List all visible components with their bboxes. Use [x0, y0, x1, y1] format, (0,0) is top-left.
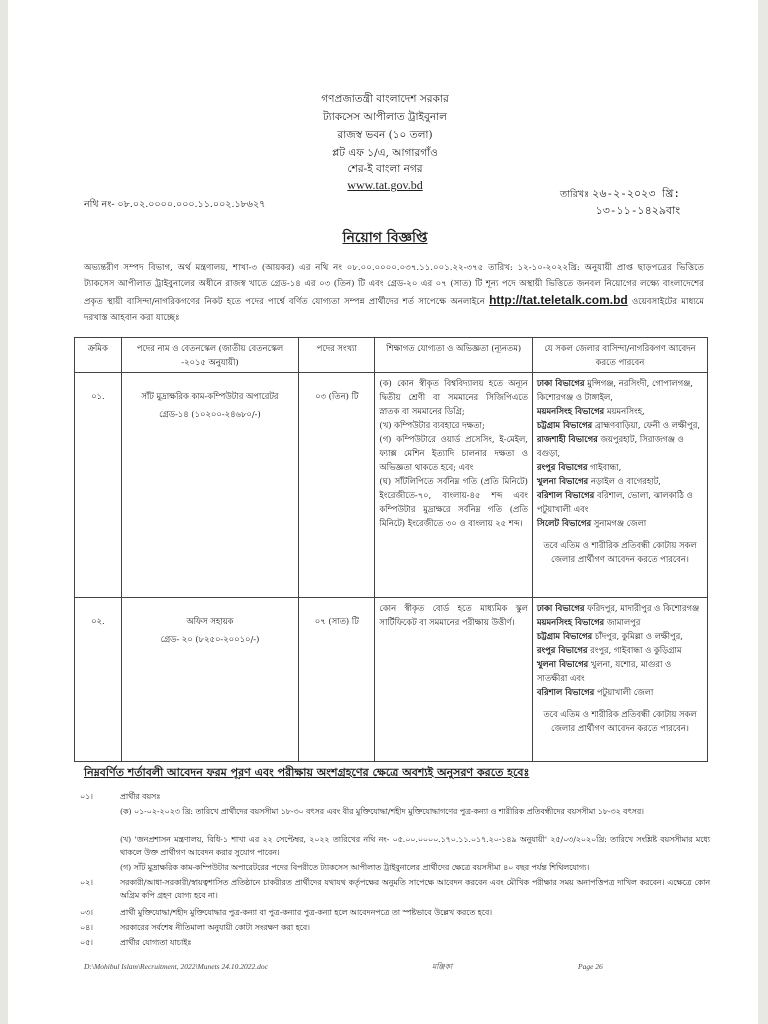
row1-qual-a: (ক) কোন স্বীকৃত বিশ্ববিদ্যালয় হতে অন্যূন দ্বিতীয় শ্রেণী বা সমমানের সিজিপিএতে স্নাতক বা সমমানের ডিগ্রি; — [379, 378, 528, 416]
row1-qual-c: (গ) কম্পিউটারে ওয়ার্ড প্রসেসিং, ই-মেইল, ফ্যাক্স মেশিন ইত্যাদি চালনার দক্ষতা ও অভিজ্ঞতা থাকতে হবে; এবং — [379, 434, 528, 472]
scan-edge-right — [758, 0, 768, 1024]
notice-title: নিয়োগ বিজ্ঞপ্তি — [342, 230, 428, 246]
row1-district: সিলেট বিভাগের সুনামগঞ্জ জেলা — [536, 518, 647, 528]
row1-qual-d: (ঘ) সাঁটলিপিতে সর্বনিম্ন গতি (প্রতি মিনিটে) ইংরেজীতে-৭০, বাংলায়-৪৫ শব্দ এবং কম্পিউটার মুদ্রাক্ষরে সর্বনিম্ন গতি (প্রতি মিনিটে) ইংরেজীতে ৩০ ও বাংলায় ২৫ শব্দ। — [379, 476, 528, 528]
row2-district: চট্টগ্রাম বিভাগের চাঁদপুর, কুমিল্লা ও লক্ষীপুর, — [536, 631, 683, 641]
row2-qual-a: কোন স্বীকৃত বোর্ড হতে মাধ্যমিক স্কুল সার্টিফিকেট বা সমমানের পরীক্ষায় উত্তীর্ণ। — [379, 603, 528, 627]
condition-number: ০৪। — [80, 923, 93, 932]
row2-district: ঢাকা বিভাগের ফরিদপুর, মাদারীপুর ও কিশোরগঞ্জ — [536, 603, 700, 613]
table-header-row — [75, 338, 708, 373]
footer-page-number: Page 26 — [578, 962, 603, 971]
row1-post — [121, 373, 298, 598]
row1-district: ঢাকা বিভাগের মুন্সিগঞ্জ, নরসিংদী, গোপালগঞ্জ, কিশোরগঞ্জ ও টাঙ্গাইল, — [536, 378, 693, 402]
row2-district: ময়মনসিংহ বিভাগের জামালপুর — [536, 617, 641, 627]
row1-district: রাজশাহী বিভাগের জয়পুরহাট, সিরাজগঞ্জ ও বগুড়া, — [536, 434, 684, 458]
row2-grade: গ্রেড- ২০ (৮২৫০-২০০১০/-) — [160, 634, 260, 644]
header-office: ট্যাকসেস আপীলাত ট্রাইবুনাল — [323, 111, 447, 123]
condition-quota: সরকারের সর্বশেষ নীতিমালা অনুযায়ী কোটা সংরক্ষণ করা হবে। — [120, 923, 310, 932]
row1-district: বরিশাল বিভাগের বরিশাল, ভোলা, ঝালকাঠি ও পটুয়াখালী এবং — [536, 490, 693, 514]
row1-count: ০৩ (তিন) টি — [299, 373, 375, 598]
row1-district: চট্টগ্রাম বিভাগের ব্রাহ্মণবাড়িয়া, ফেনী ও লক্ষীপুর, — [536, 420, 701, 430]
col-count: পদের সংখ্যা — [299, 338, 375, 373]
condition-age-b: (খ) 'জনপ্রশাসন মন্ত্রণালয়, বিধি-১ শাখা এর ২২ সেপ্টেম্বর, ২০২২ তারিখের নথি নং- ০৫.০০.০০০০.১৭০.১১.০১৭.২০-১৪৯ অনুযায়ী' ২৫/০৩/২০২০খ্রি: তারিখে সংশ্লিষ্ট বয়সসীমার মধ্যে থাকলে উক্ত প্রার্থীগণ আবেদন করার সুযোগ পাবেন। — [120, 835, 710, 858]
condition-number: ০২। — [80, 878, 93, 887]
vacancy-table — [74, 337, 708, 762]
row2-post-name: অফিস সহায়ক — [186, 616, 234, 626]
condition-age: প্রার্থীর বয়সঃ — [120, 792, 161, 801]
row1-grade: গ্রেড-১৪ (১০২০০-২৪৬৮০/-) — [159, 409, 261, 419]
table-row — [75, 373, 708, 598]
condition-age-a: (ক) ০১-০২-২০২৩ খ্রি: তারিখে প্রার্থীদের বয়সসীমা ১৮-৩০ বৎসর এবং বীর মুক্তিযোদ্ধা/শহীদ মুক্তিযোদ্ধাগণের পুত্র-কন্যা ও শারীরিক প্রতিবন্ধীদের বয়সসীমা ১৮-৩২ বৎসর। — [120, 807, 644, 816]
row1-qualification — [375, 373, 532, 598]
row2-count: ০৭ (সাত) টি — [299, 598, 375, 762]
row1-serial: ০১. — [75, 373, 122, 598]
condition-qualification-check: প্রার্থীর যোগ্যতা যাচাইঃ — [120, 938, 192, 947]
date-gregorian — [560, 186, 680, 203]
condition-number: ০৫। — [80, 938, 93, 947]
row2-post — [121, 598, 298, 762]
footer-mid: মঞ্জিকা — [432, 962, 453, 971]
row1-district: ময়মনসিংহ বিভাগের ময়মনসিংহ, — [536, 406, 645, 416]
date-label: তারিখঃ — [560, 189, 590, 200]
memo-reference: নথি নং- ০৮.০২.০০০০.০০০.১১.০০২.১৮৬২৭ — [84, 199, 266, 210]
row2-quota-note: তবে এতিম ও শারীরিক প্রতিবন্ধী কোটায় সকল জেলার প্রার্থীগণ আবেদন করতে পারবেন। — [543, 709, 697, 733]
condition-govt-employee: সরকারী/আধা-সরকারী/স্বায়ত্বশাসিত প্রতিষ্ঠানে চাকরীরত প্রার্থীদের যথাযথ কর্তৃপক্ষের অনুমতি সাপেক্ষে আবেদন করবেন এবং মৌখিক পরীক্ষার সময় অনাপত্তিপত্র দাখিল করবেন। এক্ষেত্রে কোন অগ্রিম কপি গ্রহণ যোগ্য হবে না। — [120, 878, 710, 901]
row2-serial: ০২. — [75, 598, 122, 762]
intro-text: অভ্যন্তরীণ সম্পদ বিভাগ, অর্থ মন্ত্রণালয়, শাখা-৩ (আয়কর) এর নথি নং ০৮.০০.০০০০.০৩৭.১১.০০১.২২-৩৭৫ তারিখ: ১২-১০-২০২২খ্রি: অনুযায়ী প্রাপ্ত ছাড়পত্রের ভিত্তিতে ট্যাকসেস আপীলাত ট্রাইবুনালের অধীনে রাজস্ব খাতে গ্রেড-১৪ এর ০৩ (তিন) টি এবং গ্রেড-২০ এর ০৭ (সাত) টি শূন্য পদে অস্থায়ী ভিত্তিতে জনবল নিয়োগের লক্ষ্যে বাংলাদেশের প্রকৃত স্থায়ী বাসিন্দা/নাগরিকগণের নিকট হতে পদের পার্শ্বে বর্ণিত যোগ্যতা সম্পন্ন প্রার্থীদের শর্ত সাপেক্ষে অনলাইনে — [84, 263, 704, 307]
conditions-title: নিম্নবর্ণিত শর্তাবলী আবেদন ফরম পূরণ এবং পরীক্ষায় অংশগ্রহণের ক্ষেত্রে অবশ্যই অনুসরণ করতে হবেঃ — [84, 766, 530, 779]
header-building: রাজস্ব ভবন (১০ তলা) — [337, 129, 433, 141]
row1-district: রংপুর বিভাগের গাইবান্ধা, — [536, 462, 622, 472]
footer-file-path: D:\Mohibul Islam\Recruitment, 2022\Munets 24.10.2022.doc — [84, 962, 268, 971]
application-link[interactable]: http://tat.teletalk.com.bd — [489, 293, 628, 307]
col-districts: যে সকল জেলার বাসিন্দা/নাগরিকগণ আবেদন করতে পারবেন — [532, 338, 707, 373]
header-govt: গণপ্রজাতন্ত্রী বাংলাদেশ সরকার — [321, 93, 449, 105]
intro-paragraph — [84, 260, 704, 326]
col-qualification: শিক্ষাগত যোগ্যতা ও অভিজ্ঞতা (ন্যূনতম) — [375, 338, 532, 373]
row1-post-name: সাঁট মুদ্রাক্ষরিক কাম-কম্পিউটার অপারেটর — [141, 391, 279, 401]
intro-tail: ওয়েবসাইটের মাধ্যমে দরখাস্ত আহবান করা যাচ্ছেঃ — [84, 297, 705, 323]
header-website[interactable]: www.tat.gov.bd — [347, 178, 423, 192]
header-area: শের-ই বাংলা নগর — [347, 163, 423, 175]
row2-districts — [532, 598, 707, 762]
date-greg-value: ২৬-২-২০২৩ খ্রি: — [592, 187, 681, 200]
col-post: পদের নাম ও বেতনস্কেল (জাতীয় বেতনস্কেল -২০১৫ অনুযায়ী) — [121, 338, 298, 373]
condition-number: ০১। — [80, 792, 93, 801]
row1-districts — [532, 373, 707, 598]
condition-freedom-fighter: প্রার্থী মুক্তিযোদ্ধা/শহীদ মুক্তিযোদ্ধার পুত্র-কন্যা বা পুত্র-কন্যার পুত্র-কন্যা হলে আবেদনপত্রে তা স্পষ্টভাবে উল্লেখ করতে হবে। — [120, 908, 493, 917]
memo-date — [560, 186, 680, 219]
row2-district: বরিশাল বিভাগের পটুয়াখালী জেলা — [536, 687, 654, 697]
col-serial: ক্রমিক — [75, 338, 122, 373]
row2-qualification — [375, 598, 532, 762]
table-row — [75, 598, 708, 762]
row1-qual-b: (খ) কম্পিউটার ব্যবহারে দক্ষতা; — [379, 420, 485, 430]
condition-age-c: (গ) সাঁট মুদ্রাক্ষরিক কাম-কম্পিউটার অপারেটরের পদের বিপরীতে ট্যাকসেস আপীলাত ট্রাইবুনালের প্রার্থীদের ক্ষেত্রে বয়সসীমা ৪০ বছর পর্যন্ত শিথিলযোগ্য। — [120, 863, 590, 872]
row2-district: খুলনা বিভাগের খুলনা, যশোর, মাগুরা ও সাতক্ষীরা এবং — [536, 659, 672, 683]
condition-number: ০৩। — [80, 908, 93, 917]
date-bangla: ১৩-১১-১৪২৯বাং — [595, 204, 681, 217]
row1-quota-note: তবে এতিম ও শারীরিক প্রতিবন্ধী কোটায় সকল জেলার প্রার্থীগণ আবেদন করতে পারবেন। — [543, 540, 697, 564]
header-plot: প্লট এফ ১/এ, আগারগাঁও — [332, 147, 438, 159]
row2-district: রংপুর বিভাগের রংপুর, গাইবান্ধা ও কুড়িগ্রাম — [536, 645, 682, 655]
row1-district: খুলনা বিভাগের নড়াইল ও বাগেরহাট, — [536, 476, 661, 486]
scan-edge-left — [0, 0, 8, 1024]
